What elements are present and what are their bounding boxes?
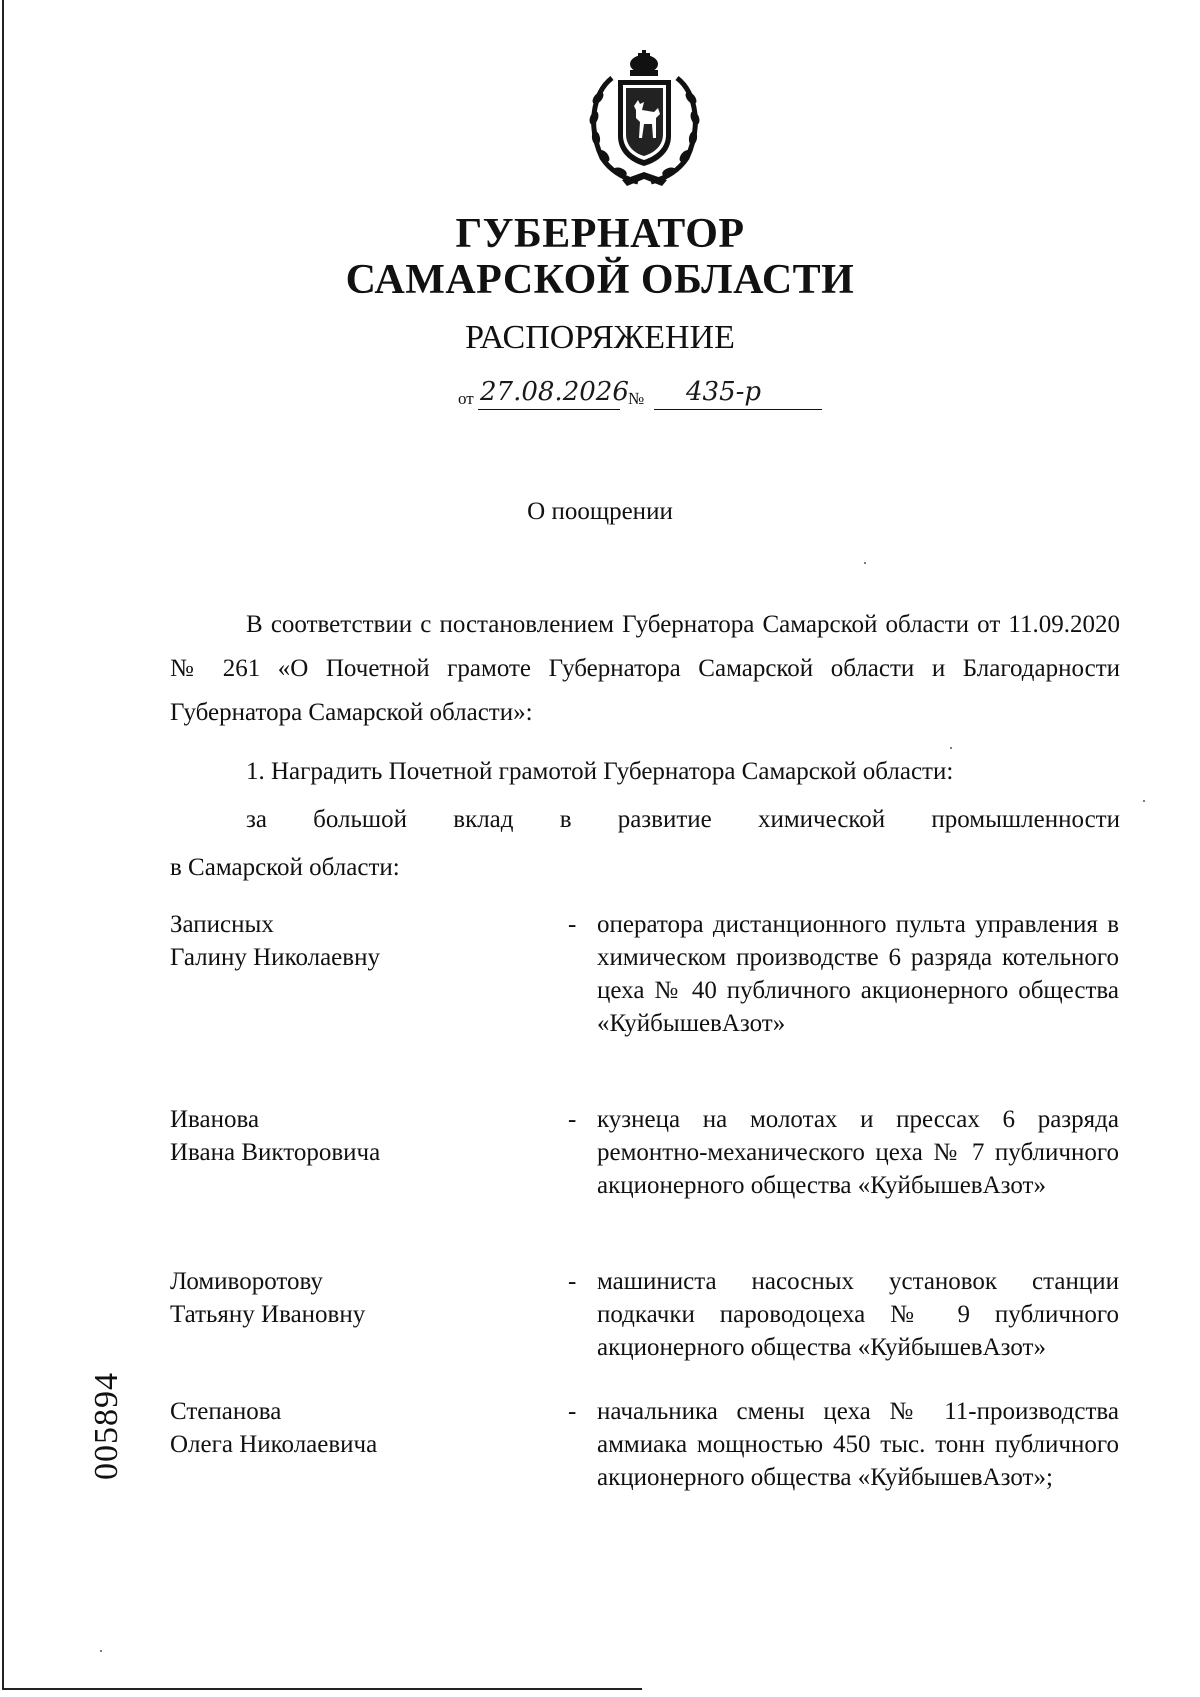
- awardee-position: кузнеца на молотах и прессах 6 разряда ремонтно-механического цеха № 7 публичного акционерного общества «КуйбышевАзот»: [597, 1106, 1119, 1199]
- number-value: 435-р: [686, 377, 762, 407]
- scan-speck: [864, 562, 866, 564]
- awardee-dash: -: [568, 1398, 577, 1425]
- awardee-dash: -: [568, 911, 577, 938]
- preamble-paragraph: В соответствии с постановлением Губернатора Самарской области от 11.09.2020 № 261 «О Почетной грамоте Губернатора Самарской области и Благодарности Губернатора Самарской области»:: [170, 611, 1120, 726]
- reason-line-2: в Самарской области:: [170, 854, 400, 881]
- issuer-title-line-1: ГУБЕРНАТОР: [455, 211, 745, 257]
- awardee-position: оператора дистанционного пульта управления в химическом производстве 6 разряда котельного цеха № 40 публичного акционерного общества «КуйбышевАзот»: [597, 911, 1119, 1037]
- awardee-surname: Иванова: [170, 1106, 260, 1133]
- date-underline: [478, 409, 620, 410]
- scan-speck: [1143, 800, 1145, 802]
- awardee-dash: -: [568, 1268, 577, 1295]
- date-value: 27.08.2026: [480, 377, 629, 407]
- awardee-given-names: Галину Николаевну: [170, 944, 380, 971]
- document-subject: О поощрении: [527, 498, 673, 525]
- reason-line-1: за большой вклад в развитие химической промышленности: [246, 806, 1120, 833]
- coat-of-arms-icon: [582, 48, 707, 188]
- awardee-surname: Степанова: [170, 1398, 282, 1425]
- awardee-position: машиниста насосных установок станции подкачки пароводоцеха № 9 публичного акционерного общества «КуйбышевАзот»: [597, 1268, 1119, 1361]
- awardee-name: [170, 1103, 550, 1169]
- awardee-surname: Ломиворотову: [170, 1268, 323, 1295]
- number-underline: [654, 409, 822, 410]
- page-border-bottom: [2, 1688, 642, 1690]
- document-type: РАСПОРЯЖЕНИЕ: [465, 319, 735, 356]
- date-prefix: от: [458, 389, 474, 408]
- awardee-surname: Записных: [170, 911, 274, 938]
- scan-speck: [100, 1650, 102, 1652]
- awardee-given-names: Олега Николаевича: [170, 1431, 378, 1458]
- awardee-name: [170, 1265, 550, 1331]
- item-1-paragraph: 1. Наградить Почетной грамотой Губернатора Самарской области:: [246, 758, 954, 785]
- form-serial-number: 005894: [88, 1372, 125, 1480]
- awardee-dash: -: [568, 1106, 577, 1133]
- awardee-position: начальника смены цеха № 11-производства аммиака мощностью 450 тыс. тонн публичного акционерного общества «КуйбышевАзот»;: [597, 1398, 1119, 1491]
- awardee-given-names: Ивана Викторовича: [170, 1139, 381, 1166]
- scan-speck: [950, 747, 952, 749]
- awardee-name: [170, 1395, 550, 1461]
- awardee-given-names: Татьяну Ивановну: [170, 1301, 366, 1328]
- awardee-name: [170, 908, 550, 974]
- number-prefix: №: [628, 389, 645, 408]
- issuer-title-line-2: САМАРСКОЙ ОБЛАСТИ: [345, 257, 855, 303]
